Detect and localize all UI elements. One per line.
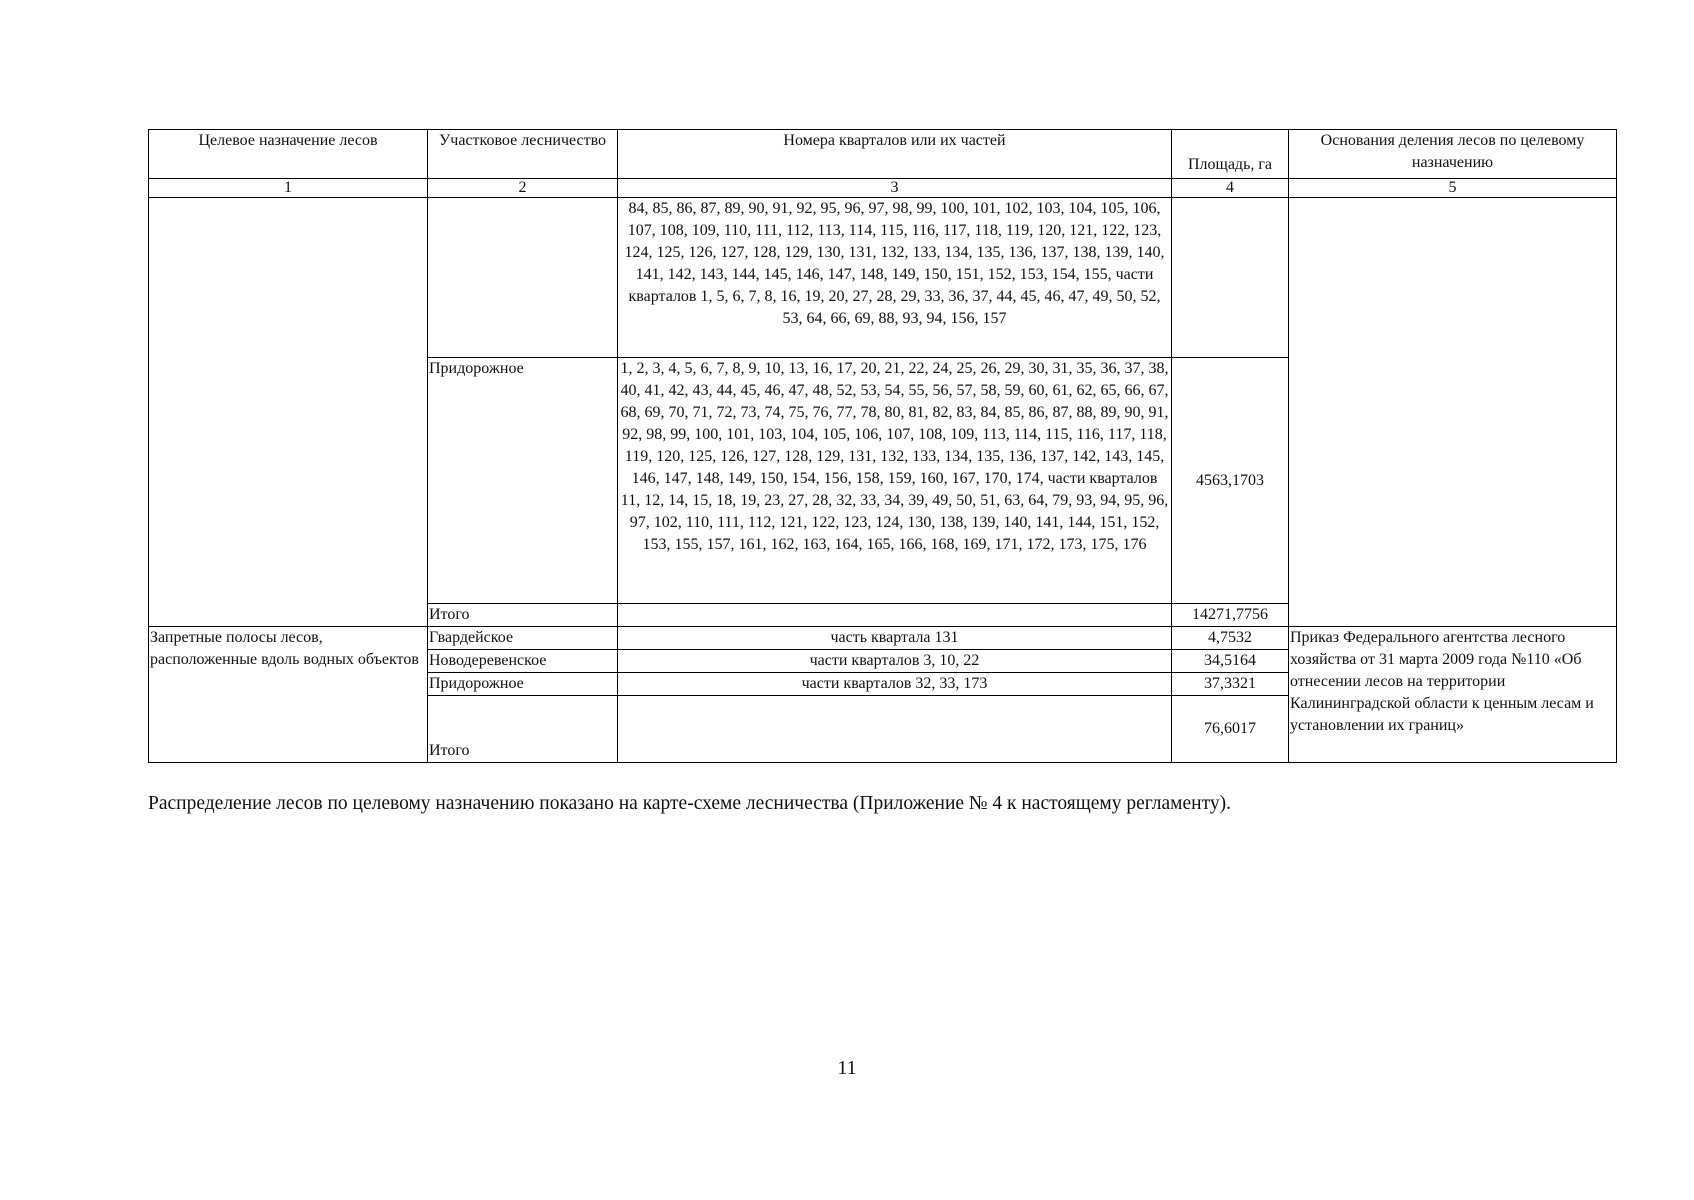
header-forestry: Участковое лесничество (428, 130, 618, 179)
purpose-zapretnye: Запретные полосы лесов, расположенные вдоль водных объектов (149, 627, 428, 763)
distribution-note: Распределение лесов по целевому назначению показано на карте-схеме лесничества (Приложение № 4 к настоящему регламенту). (148, 793, 1231, 814)
total-quarters-empty-2 (618, 696, 1172, 763)
quarters-continued: 84, 85, 86, 87, 89, 90, 91, 92, 95, 96, 97, 98, 99, 100, 101, 102, 103, 104, 105, 106, 107, 108, 109, 110, 111, 112, 113, 114, 115, 116, 117, 118, 119, 120, 121, 122, 123, 124, 125, 126, 127, 128, 129, 130, 131, 132, 133, 134, 135, 136, 137, 138, 139, 140, 141, 142, 143, 144, 145, 146, 147, 148, 149, 150, 151, 152, 153, 154, 155, части кварталов 1, 5, 6, 7, 8, 16, 19, 20, 27, 28, 29, 33, 36, 37, 44, 45, 46, 47, 49, 50, 52, 53, 64, 66, 69, 88, 93, 94, 156, 157 (618, 198, 1172, 358)
forestry-pridorozhnoe-2: Придорожное (428, 673, 618, 696)
column-number: 2 (428, 179, 618, 198)
header-quarters: Номера кварталов или их частей (618, 130, 1172, 179)
column-number: 5 (1289, 179, 1617, 198)
total-area: 14271,7756 (1172, 604, 1289, 627)
page-number: 11 (837, 1057, 857, 1079)
header-area (1172, 130, 1289, 179)
area-cell-continued (1172, 198, 1289, 358)
total-label-2 (428, 696, 618, 763)
column-number: 1 (149, 179, 428, 198)
header-area-text: Площадь, га (1187, 156, 1273, 173)
header-reason: Основания деления лесов по целевому назначению (1289, 130, 1617, 179)
area-novoderevenskoe: 34,5164 (1172, 650, 1289, 673)
area-pridorozhnoe-value: 4563,1703 (1196, 471, 1264, 489)
area-gvardeyskoe: 4,7532 (1172, 627, 1289, 650)
purpose-cell-continued (149, 198, 428, 627)
area-pridorozhnoe (1172, 358, 1289, 604)
forest-purpose-table (148, 129, 1617, 763)
forestry-gvardeyskoe: Гвардейское (428, 627, 618, 650)
forestry-cell-continued (428, 198, 618, 358)
reason-zapretnye: Приказ Федерального агентства лесного хозяйства от 31 марта 2009 года №110 «Об отнесении лесов на территории Калининградской области к ценным лесам и установлении их границ» (1289, 627, 1617, 763)
quarters-pridorozhnoe-2: части кварталов 32, 33, 173 (618, 673, 1172, 696)
total-quarters-empty (618, 604, 1172, 627)
quarters-pridorozhnoe: 1, 2, 3, 4, 5, 6, 7, 8, 9, 10, 13, 16, 17, 20, 21, 22, 24, 25, 26, 29, 30, 31, 35, 36, 37, 38, 40, 41, 42, 43, 44, 45, 46, 47, 48, 52, 53, 54, 55, 56, 57, 58, 59, 60, 61, 62, 65, 66, 67, 68, 69, 70, 71, 72, 73, 74, 75, 76, 77, 78, 80, 81, 82, 83, 84, 85, 86, 87, 88, 89, 90, 91, 92, 98, 99, 100, 101, 103, 104, 105, 106, 107, 108, 109, 113, 114, 115, 116, 117, 118, 119, 120, 125, 126, 127, 128, 129, 131, 132, 133, 134, 135, 136, 137, 142, 143, 145, 146, 147, 148, 149, 150, 154, 156, 158, 159, 160, 167, 170, 174, части кварталов 11, 12, 14, 15, 18, 19, 23, 27, 28, 32, 33, 34, 39, 49, 50, 51, 63, 64, 79, 93, 94, 95, 96, 97, 102, 110, 111, 112, 121, 122, 123, 124, 130, 138, 139, 140, 141, 144, 151, 152, 153, 155, 157, 161, 162, 163, 164, 165, 166, 168, 169, 171, 172, 173, 175, 176 (618, 358, 1172, 604)
total-area-2-value: 76,6017 (1204, 720, 1256, 737)
total-label: Итого (428, 604, 618, 627)
column-number: 4 (1172, 179, 1289, 198)
area-pridorozhnoe-2: 37,3321 (1172, 673, 1289, 696)
forestry-novoderevenskoe: Новодеревенское (428, 650, 618, 673)
forestry-pridorozhnoe: Придорожное (428, 358, 618, 604)
column-number: 3 (618, 179, 1172, 198)
quarters-gvardeyskoe: часть квартала 131 (618, 627, 1172, 650)
header-purpose: Целевое назначение лесов (149, 130, 428, 179)
total-area-2 (1172, 696, 1289, 763)
reason-cell-continued (1289, 198, 1617, 627)
total-label-2-text: Итого (429, 742, 470, 759)
quarters-novoderevenskoe: части кварталов 3, 10, 22 (618, 650, 1172, 673)
